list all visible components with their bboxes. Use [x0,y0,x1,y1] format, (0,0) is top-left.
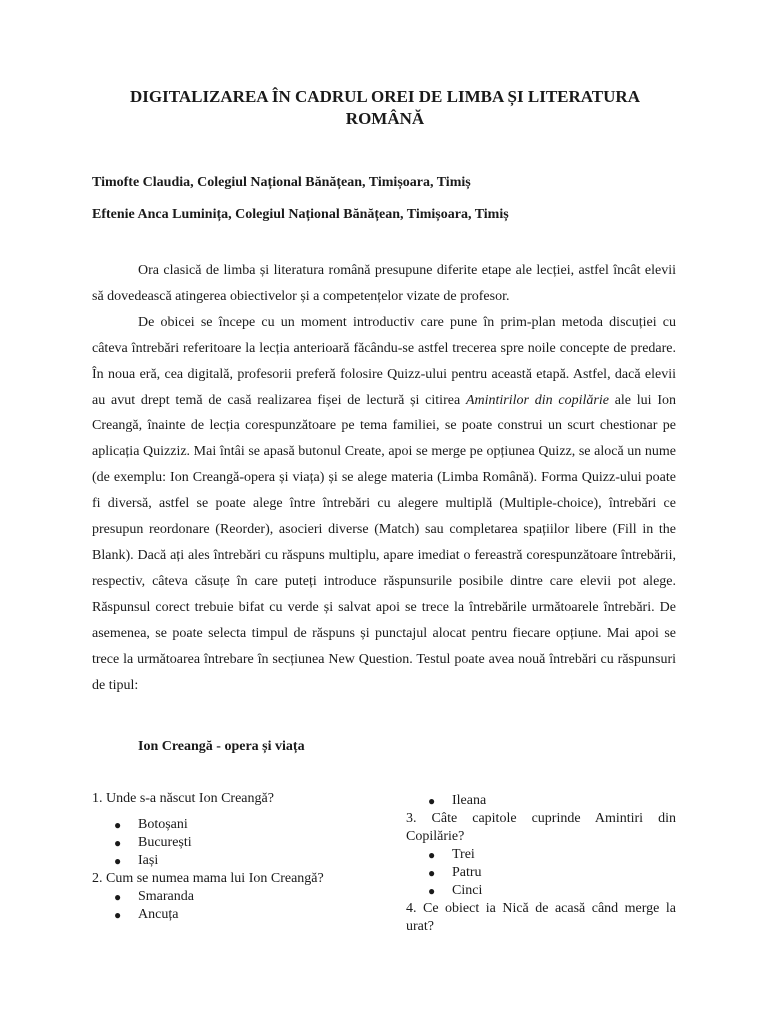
book-title-italic: Amintirilor din copilărie [465,392,609,408]
question-4: 4. Ce obiect ia Nică de acasă când merge la urat? [406,901,676,934]
option-label: Trei [452,847,475,862]
bullet-icon: ● [428,794,436,808]
list-item [92,816,362,834]
section-heading: Ion Creangă - opera și viața [138,739,305,754]
list-item [92,834,362,852]
author-line-2: Eftenie Anca Luminița, Colegiul Național Bănățean, Timișoara, Timiș [92,207,509,222]
bullet-icon: ● [114,818,122,832]
question-1: 1. Unde s-a născut Ion Creangă? [92,791,274,806]
list-item [92,852,362,870]
bullet-icon: ● [114,890,122,904]
list-item [406,792,676,810]
option-label: Patru [452,865,482,880]
bullet-icon: ● [428,884,436,898]
paragraph-2-part-a: De obicei se începe cu un moment introductiv care pune în prim-plan metoda discuției cu câteva întrebări referitoare la lecția anterioară făcându-se astfel trecerea spre noile concepte de predare. În noua eră, cea digitală, profesorii preferă folosire Quizz-ului pentru această etapă. Astfel, dacă elevii au avut drept temă de casă realizarea fișei de lectură și citirea [92,314,676,408]
question-2-options [92,888,362,924]
question-1-options [92,816,362,870]
bullet-icon: ● [114,908,122,922]
quiz-left-column [92,790,362,924]
question-2-options-continued [406,792,676,810]
list-item [406,882,676,900]
paragraph-1: Ora clasică de limba și literatura română presupune diferite etape ale lecției, astfel încât elevii să dovedească atingerea obiectivelor și a competențelor vizate de profesor. [92,263,676,304]
option-label: Cinci [452,883,483,898]
quiz-right-column [406,792,676,936]
option-label: Smaranda [138,889,194,904]
paragraph-2-part-b: ale lui Ion Creangă, înainte de lecția corespunzătoare pe tema familiei, se poate construi un scurt chestionar pe aplicația Quizziz. Mai întâi se apasă butonul Create, apoi se merge pe opțiunea Quizz, se alocă un nume (de exemplu: Ion Creangă-opera și viața) și se alege materia (Limba Română). Forma Quizz-ului poate fi diversă, astfel se poate alege între întrebări cu alegere multiplă (Multiple-choice), întrebări ce presupun reordonare (Reorder), asocieri diverse (Match) sau completarea spațiilor libere (Fill in the Blank). Dacă ați ales întrebări cu răspuns multiplu, apare imediat o fereastră corespunzătoare întrebării, respectiv, câteva căsuțe în care puteți introduce răspunsurile posibile dintre care elevii pot alege. Răspunsul corect trebuie bifat cu verde și salvat apoi se trece la întrebările următoarele întrebări. De asemenea, se poate selecta timpul de răspuns și punctajul alocat pentru fiecare opțiune. Mai apoi se trece la următoarea întrebare în secțiunea New Question. Testul poate avea nouă întrebări cu răspunsuri de tipul: [92,392,676,693]
document-title: DIGITALIZAREA ÎN CADRUL OREI DE LIMBA ȘI LITERATURA ROMÂNĂ [130,87,640,128]
bullet-icon: ● [428,866,436,880]
body-text [92,258,676,698]
author-line-1: Timofte Claudia, Colegiul Național Bănățean, Timișoara, Timiș [92,175,471,190]
option-label: Iași [138,853,159,868]
bullet-icon: ● [114,836,122,850]
option-label: București [138,835,192,850]
list-item [92,906,362,924]
option-label: Botoșani [138,817,188,832]
list-item [92,888,362,906]
list-item [406,846,676,864]
bullet-icon: ● [428,848,436,862]
question-3-options [406,846,676,900]
option-label: Ancuța [138,907,179,922]
list-item [406,864,676,882]
option-label: Ileana [452,793,487,808]
bullet-icon: ● [114,854,122,868]
question-2: 2. Cum se numea mama lui Ion Creangă? [92,871,324,886]
question-3: 3. Câte capitole cuprinde Amintiri din Copilărie? [406,811,676,844]
paragraph-2 [92,310,676,699]
